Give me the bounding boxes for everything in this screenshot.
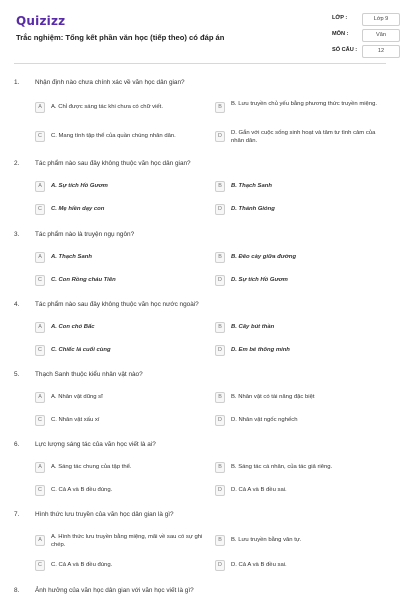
question-text: Thạch Sanh thuộc kiểu nhân vật nào? bbox=[35, 371, 143, 378]
question-number: 4. bbox=[14, 301, 20, 308]
question-8 bbox=[14, 587, 386, 600]
quizizz-logo: Quizizz bbox=[16, 14, 66, 28]
option-text: C. Mang tính tập thể của quần chúng nhân dân. bbox=[51, 133, 176, 139]
option-letter: B bbox=[215, 462, 225, 473]
question-2 bbox=[14, 160, 386, 212]
question-text: Tác phẩm nào là truyện ngụ ngôn? bbox=[35, 231, 135, 238]
question-text: Ảnh hưởng của văn học dân gian với văn học viết là gì? bbox=[35, 587, 194, 594]
option-letter: A bbox=[35, 322, 45, 333]
option-letter: D bbox=[215, 204, 225, 215]
option-text: B. Đẽo cày giữa đường bbox=[231, 254, 297, 260]
option-text: D. Cả A và B đều sai. bbox=[231, 562, 287, 568]
option-text: C. Con Rồng cháu Tiên bbox=[51, 277, 116, 283]
option-letter: C bbox=[35, 485, 45, 496]
option-text: C. Nhân vật xấu xí bbox=[51, 417, 100, 423]
question-4 bbox=[14, 301, 386, 353]
question-3 bbox=[14, 231, 386, 283]
question-text: Nhận định nào chưa chính xác về văn học dân gian? bbox=[35, 79, 185, 86]
quiz-meta bbox=[332, 12, 400, 60]
option-text: C. Cả A và B đều đúng. bbox=[51, 487, 113, 493]
question-7 bbox=[14, 511, 386, 568]
option-letter: C bbox=[35, 275, 45, 286]
option-text: C. Chiếc lá cuối cùng bbox=[51, 347, 111, 353]
question-number: 6. bbox=[14, 441, 20, 448]
document-header bbox=[14, 0, 389, 64]
question-1 bbox=[14, 79, 386, 144]
question-number: 3. bbox=[14, 231, 20, 238]
option-letter: D bbox=[215, 275, 225, 286]
question-number: 5. bbox=[14, 371, 20, 378]
option-letter: C bbox=[35, 131, 45, 142]
option-letter: C bbox=[35, 204, 45, 215]
option-letter: D bbox=[215, 415, 225, 426]
option-text: D. Sự tích Hồ Gươm bbox=[231, 277, 288, 283]
option-letter: D bbox=[215, 485, 225, 496]
option-text: A. Sáng tác chung của tập thể. bbox=[51, 464, 132, 470]
question-5 bbox=[14, 371, 386, 423]
option-letter: B bbox=[215, 392, 225, 403]
option-letter: C bbox=[35, 560, 45, 571]
question-text: Tác phẩm nào sau đây không thuộc văn học dân gian? bbox=[35, 160, 191, 167]
meta-label: LỚP : bbox=[332, 15, 348, 21]
option-text: B. Lưu truyền bằng văn tự. bbox=[231, 537, 302, 543]
option-letter: A bbox=[35, 392, 45, 403]
meta-value: 12 bbox=[362, 45, 400, 58]
option-letter: A bbox=[35, 181, 45, 192]
option-text: D. Cả A và B đều sai. bbox=[231, 487, 287, 493]
meta-value: Lớp 9 bbox=[362, 13, 400, 26]
question-number: 2. bbox=[14, 160, 20, 167]
option-letter: B bbox=[215, 322, 225, 333]
option-letter: B bbox=[215, 252, 225, 263]
question-6 bbox=[14, 441, 386, 493]
question-text: Lực lượng sáng tác của văn học viết là ai? bbox=[35, 441, 156, 448]
option-letter: A bbox=[35, 102, 45, 113]
question-number: 8. bbox=[14, 587, 20, 594]
meta-row-subject bbox=[332, 28, 400, 44]
option-letter: A bbox=[35, 462, 45, 473]
question-text: Tác phẩm nào sau đây không thuộc văn học nước ngoài? bbox=[35, 301, 199, 308]
option-text: B. Lưu truyền chủ yếu bằng phương thức truyền miệng. bbox=[231, 101, 378, 107]
option-text: A. Chỉ được sáng tác khi chưa có chữ viết. bbox=[51, 104, 163, 110]
option-text: A. Sự tích Hồ Gươm bbox=[51, 183, 108, 189]
option-text: B. Nhân vật có tài năng đặc biệt bbox=[231, 394, 315, 400]
option-letter: A bbox=[35, 252, 45, 263]
option-letter: B bbox=[215, 181, 225, 192]
option-letter: D bbox=[215, 560, 225, 571]
meta-value: Văn bbox=[362, 29, 400, 42]
option-letter: B bbox=[215, 535, 225, 546]
option-text: C. Cả A và B đều đúng. bbox=[51, 562, 113, 568]
option-text: A. Thạch Sanh bbox=[51, 254, 92, 260]
option-letter: A bbox=[35, 535, 45, 546]
option-letter: D bbox=[215, 345, 225, 356]
option-text: B. Sáng tác cá nhân, của tác giả riêng. bbox=[231, 464, 333, 470]
option-letter: C bbox=[35, 345, 45, 356]
meta-label: SỐ CÂU : bbox=[332, 47, 358, 53]
option-text: D. Gắn với cuộc sống sinh hoạt và tâm tư tình cảm của nhân dân. bbox=[231, 130, 376, 144]
option-text: B. Thạch Sanh bbox=[231, 183, 272, 189]
meta-label: MÔN : bbox=[332, 31, 349, 37]
option-text: A. Con chó Bấc bbox=[51, 324, 95, 330]
option-text: A. Hình thức lưu truyền bằng miệng, mãi về sau có sự ghi chép. bbox=[51, 534, 203, 548]
option-text: D. Nhân vật ngốc nghếch bbox=[231, 417, 298, 423]
option-letter: D bbox=[215, 131, 225, 142]
question-text: Hình thức lưu truyền của văn học dân gian là gì? bbox=[35, 511, 174, 518]
option-text: B. Cây bút thần bbox=[231, 324, 275, 330]
option-text: A. Nhân vật dũng sĩ bbox=[51, 394, 103, 400]
document-title: Trắc nghiệm: Tổng kết phần văn học (tiếp theo) có đáp án bbox=[16, 33, 225, 42]
option-text: D. Em bé thông minh bbox=[231, 347, 290, 353]
option-letter: B bbox=[215, 102, 225, 113]
option-text: D. Thánh Gióng bbox=[231, 206, 275, 212]
question-number: 1. bbox=[14, 79, 20, 86]
option-text: C. Mẹ hiền dạy con bbox=[51, 206, 105, 212]
meta-row-count bbox=[332, 44, 400, 60]
meta-row-grade bbox=[332, 12, 400, 28]
question-number: 7. bbox=[14, 511, 20, 518]
option-letter: C bbox=[35, 415, 45, 426]
